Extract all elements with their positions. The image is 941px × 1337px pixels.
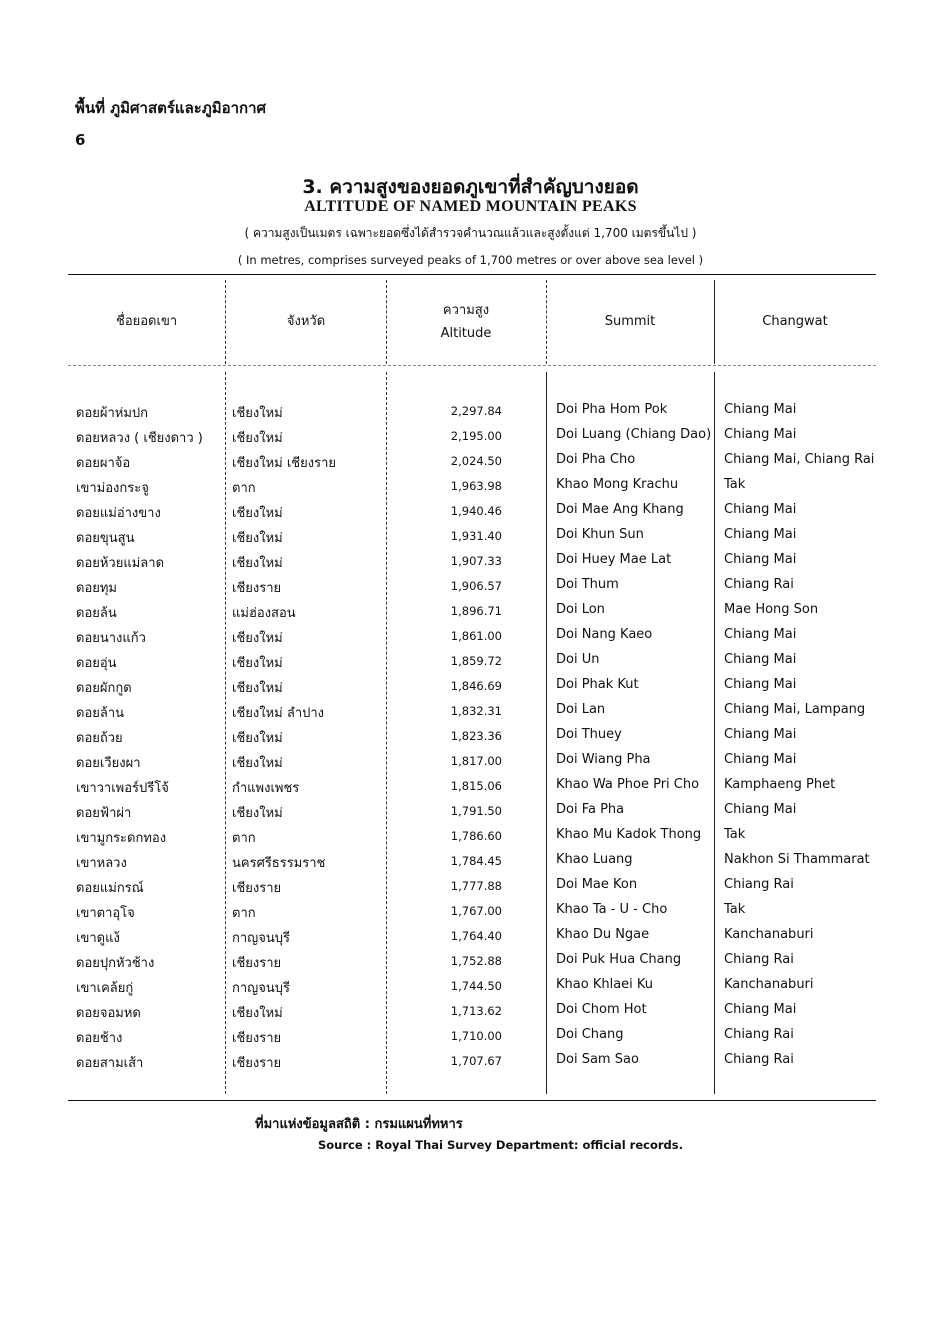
source-thai: ที่มาแห่งข้อมูลสถิติ : กรมแผนที่ทหาร <box>255 1117 463 1132</box>
peak-name-thai: ดอยฟ้าผ่า <box>76 806 132 821</box>
changwat-name: Chiang Mai <box>724 677 797 692</box>
province-thai: เชียงใหม่ <box>232 506 283 521</box>
altitude-value: 1,817.00 <box>450 754 502 768</box>
altitude-value: 1,710.00 <box>450 1029 502 1043</box>
province-thai: นครศรีธรรมราช <box>232 856 326 871</box>
table-bottom-rule <box>68 1100 876 1101</box>
peak-name-thai: เขามูกระดกทอง <box>76 831 167 846</box>
peak-name-thai: ดอยจอมหด <box>76 1006 141 1021</box>
table-row <box>0 874 941 899</box>
changwat-name: Tak <box>724 902 746 917</box>
province-thai: เชียงใหม่ <box>232 406 283 421</box>
table-row <box>0 849 941 874</box>
table-row <box>0 999 941 1024</box>
province-thai: เชียงใหม่ <box>232 531 283 546</box>
summit-name: Doi Puk Hua Chang <box>556 952 682 967</box>
changwat-name: Chiang Rai <box>724 952 794 967</box>
province-thai: เชียงใหม่ เชียงราย <box>232 456 336 471</box>
summit-name: Doi Fa Pha <box>556 802 625 817</box>
table-title-english: ALTITUDE OF NAMED MOUNTAIN PEAKS <box>304 198 637 215</box>
summit-name: Doi Wiang Pha <box>556 752 651 767</box>
peak-name-thai: ดอยผ้าห่มปก <box>76 406 149 421</box>
summit-name: Doi Nang Kaeo <box>556 627 653 642</box>
summit-name: Doi Sam Sao <box>556 1052 639 1067</box>
table-row <box>0 724 941 749</box>
altitude-value: 1,786.60 <box>450 829 502 843</box>
table-subtitle-thai: ( ความสูงเป็นเมตร เฉพาะยอดซึ่งได้สำรวจคำนวณแล้วและสูงตั้งแต่ 1,700 เมตรขึ้นไป ) <box>244 226 697 240</box>
peak-name-thai: ดอยสามเส้า <box>76 1056 144 1071</box>
peak-name-thai: เขาม่องกระจู <box>76 481 149 496</box>
table-row <box>0 774 941 799</box>
altitude-value: 1,707.67 <box>450 1054 502 1068</box>
changwat-name: Chiang Mai <box>724 802 797 817</box>
changwat-name: Kamphaeng Phet <box>724 777 836 792</box>
peak-name-thai: ดอยอุ่น <box>76 656 117 671</box>
changwat-name: Kanchanaburi <box>724 977 814 992</box>
province-thai: เชียงราย <box>232 1031 282 1046</box>
peak-name-thai: เขาเคล้ยกู่ <box>76 981 134 996</box>
summit-name: Doi Un <box>556 652 600 667</box>
peak-name-thai: ดอยเวียงผา <box>76 756 141 771</box>
peak-name-thai: ดอยขุนสูน <box>76 531 135 546</box>
province-thai: กาญจนบุรี <box>232 981 290 996</box>
header-altitude: ความสูง Altitude <box>440 302 492 341</box>
changwat-name: Chiang Mai <box>724 427 797 442</box>
summit-name: Doi Luang (Chiang Dao) <box>556 427 712 442</box>
peak-name-thai: ดอยช้าง <box>76 1031 123 1046</box>
altitude-value: 1,940.46 <box>450 504 502 518</box>
changwat-name: Chiang Rai <box>724 577 794 592</box>
header-divider <box>68 365 876 366</box>
changwat-name: Chiang Mai <box>724 627 797 642</box>
altitude-value: 2,024.50 <box>450 454 502 468</box>
altitude-value: 1,784.45 <box>450 854 502 868</box>
table-row <box>0 524 941 549</box>
changwat-name: Chiang Mai <box>724 727 797 742</box>
province-thai: เชียงราย <box>232 956 282 971</box>
changwat-name: Chiang Rai <box>724 877 794 892</box>
summit-name: Khao Khlaei Ku <box>556 977 654 992</box>
altitude-value: 1,931.40 <box>450 529 502 543</box>
peak-name-thai: เขาดูแง้ <box>76 931 120 946</box>
province-thai: เชียงใหม่ <box>232 731 283 746</box>
province-thai: เชียงใหม่ <box>232 431 283 446</box>
table-row <box>0 949 941 974</box>
altitude-value: 1,907.33 <box>450 554 502 568</box>
changwat-name: Tak <box>724 827 746 842</box>
province-thai: แม่ฮ่องสอน <box>232 606 296 621</box>
header-province: จังหวัด <box>286 314 326 330</box>
summit-name: Doi Phak Kut <box>556 677 639 692</box>
peak-name-thai: ดอยผาจ้อ <box>76 456 131 471</box>
altitude-value: 1,744.50 <box>450 979 502 993</box>
source-english: Source : Royal Thai Survey Department: official records. <box>318 1138 683 1152</box>
table-row <box>0 924 941 949</box>
summit-name: Doi Chom Hot <box>556 1002 647 1017</box>
table-row <box>0 649 941 674</box>
changwat-name: Nakhon Si Thammarat <box>724 852 870 867</box>
peak-name-thai: ดอยล้น <box>76 606 117 621</box>
summit-name: Khao Mu Kadok Thong <box>556 827 702 842</box>
peak-name-thai: ดอยแม่กรณ์ <box>76 881 144 896</box>
changwat-name: Chiang Mai <box>724 527 797 542</box>
table-row <box>0 974 941 999</box>
summit-name: Doi Pha Cho <box>556 452 636 467</box>
summit-name: Doi Khun Sun <box>556 527 644 542</box>
summit-name: Doi Mae Kon <box>556 877 638 892</box>
altitude-value: 1,815.06 <box>450 779 502 793</box>
header-peak-name: ชื่อยอดเขา <box>116 314 178 330</box>
summit-name: Doi Chang <box>556 1027 624 1042</box>
peak-name-thai: ดอยห้วยแม่ลาด <box>76 556 165 571</box>
province-thai: เชียงราย <box>232 581 282 596</box>
peak-name-thai: ดอยล้าน <box>76 706 125 721</box>
table-row <box>0 574 941 599</box>
table-row <box>0 449 941 474</box>
summit-name: Doi Huey Mae Lat <box>556 552 672 567</box>
province-thai: กาญจนบุรี <box>232 931 290 946</box>
province-thai: เชียงใหม่ <box>232 631 283 646</box>
altitude-value: 1,832.31 <box>450 704 502 718</box>
peak-name-thai: ดอยหลวง ( เชียงดาว ) <box>76 431 203 446</box>
peak-name-thai: เขาหลวง <box>76 856 127 871</box>
altitude-value: 1,767.00 <box>450 904 502 918</box>
summit-name: Khao Wa Phoe Pri Cho <box>556 777 700 792</box>
province-thai: เชียงใหม่ <box>232 1006 283 1021</box>
summit-name: Khao Du Ngae <box>556 927 650 942</box>
changwat-name: Kanchanaburi <box>724 927 814 942</box>
altitude-value: 2,195.00 <box>450 429 502 443</box>
province-thai: เชียงใหม่ ลำปาง <box>232 706 325 721</box>
altitude-value: 1,713.62 <box>450 1004 502 1018</box>
peak-name-thai: เขาวาเพอร์ปรีโจ้ <box>76 781 169 796</box>
changwat-name: Chiang Mai <box>724 502 797 517</box>
changwat-name: Chiang Mai <box>724 552 797 567</box>
province-thai: ตาก <box>232 831 256 846</box>
province-thai: เชียงใหม่ <box>232 756 283 771</box>
summit-name: Doi Mae Ang Khang <box>556 502 684 517</box>
header-changwat: Changwat <box>762 314 828 330</box>
altitude-value: 1,906.57 <box>450 579 502 593</box>
summit-name: Khao Luang <box>556 852 633 867</box>
province-thai: ตาก <box>232 906 256 921</box>
summit-name: Doi Lon <box>556 602 605 617</box>
table-row <box>0 549 941 574</box>
running-header: พื้นที่ ภูมิศาสตร์และภูมิอากาศ <box>75 99 267 117</box>
changwat-name: Chiang Mai, Chiang Rai <box>724 452 875 467</box>
altitude-value: 1,764.40 <box>450 929 502 943</box>
summit-name: Khao Ta - U - Cho <box>556 902 668 917</box>
changwat-name: Tak <box>724 477 746 492</box>
table-row <box>0 1049 941 1074</box>
summit-name: Doi Thuey <box>556 727 622 742</box>
table-row <box>0 899 941 924</box>
peak-name-thai: ดอยนางแก้ว <box>76 631 146 646</box>
changwat-name: Chiang Mai, Lampang <box>724 702 866 717</box>
changwat-name: Chiang Rai <box>724 1052 794 1067</box>
peak-name-thai: ดอยแม่อ่างขาง <box>76 506 161 521</box>
header-summit: Summit <box>604 314 656 330</box>
table-top-rule <box>68 274 876 275</box>
province-thai: เชียงราย <box>232 1056 282 1071</box>
changwat-name: Chiang Mai <box>724 1002 797 1017</box>
altitude-value: 1,963.98 <box>450 479 502 493</box>
peak-name-thai: ดอยปุกหัวช้าง <box>76 956 155 971</box>
changwat-name: Chiang Mai <box>724 652 797 667</box>
province-thai: กำแพงเพชร <box>232 781 300 796</box>
altitude-value: 1,896.71 <box>450 604 502 618</box>
peak-name-thai: เขาตาอุโจ <box>76 906 135 921</box>
changwat-name: Chiang Rai <box>724 1027 794 1042</box>
changwat-name: Mae Hong Son <box>724 602 819 617</box>
peak-name-thai: ดอยทุม <box>76 581 118 596</box>
table-row <box>0 599 941 624</box>
province-thai: เชียงใหม่ <box>232 681 283 696</box>
province-thai: เชียงใหม่ <box>232 656 283 671</box>
table-row <box>0 424 941 449</box>
table-row <box>0 749 941 774</box>
altitude-value: 1,859.72 <box>450 654 502 668</box>
table-title-thai: 3. ความสูงของยอดภูเขาที่สำคัญบางยอด <box>302 176 639 198</box>
table-row <box>0 799 941 824</box>
peak-name-thai: ดอยผักกูด <box>76 681 132 696</box>
province-thai: เชียงราย <box>232 881 282 896</box>
table-row <box>0 499 941 524</box>
altitude-value: 1,846.69 <box>450 679 502 693</box>
table-row <box>0 624 941 649</box>
table-row <box>0 474 941 499</box>
altitude-value: 1,752.88 <box>450 954 502 968</box>
changwat-name: Chiang Mai <box>724 402 797 417</box>
page-number: 6 <box>75 131 86 149</box>
peak-name-thai: ดอยถ้วย <box>76 731 123 746</box>
altitude-value: 2,297.84 <box>450 404 502 418</box>
summit-name: Doi Thum <box>556 577 619 592</box>
summit-name: Doi Pha Hom Pok <box>556 402 668 417</box>
table-row <box>0 674 941 699</box>
altitude-value: 1,791.50 <box>450 804 502 818</box>
table-subtitle-english: ( In metres, comprises surveyed peaks of 1,700 metres or over above sea level ) <box>237 253 704 267</box>
changwat-name: Chiang Mai <box>724 752 797 767</box>
altitude-value: 1,777.88 <box>450 879 502 893</box>
province-thai: เชียงใหม่ <box>232 556 283 571</box>
summit-name: Doi Lan <box>556 702 606 717</box>
table-row <box>0 699 941 724</box>
province-thai: เชียงใหม่ <box>232 806 283 821</box>
table-row <box>0 824 941 849</box>
summit-name: Khao Mong Krachu <box>556 477 679 492</box>
province-thai: ตาก <box>232 481 256 496</box>
altitude-value: 1,861.00 <box>450 629 502 643</box>
table-row <box>0 399 941 424</box>
altitude-value: 1,823.36 <box>450 729 502 743</box>
table-row <box>0 1024 941 1049</box>
